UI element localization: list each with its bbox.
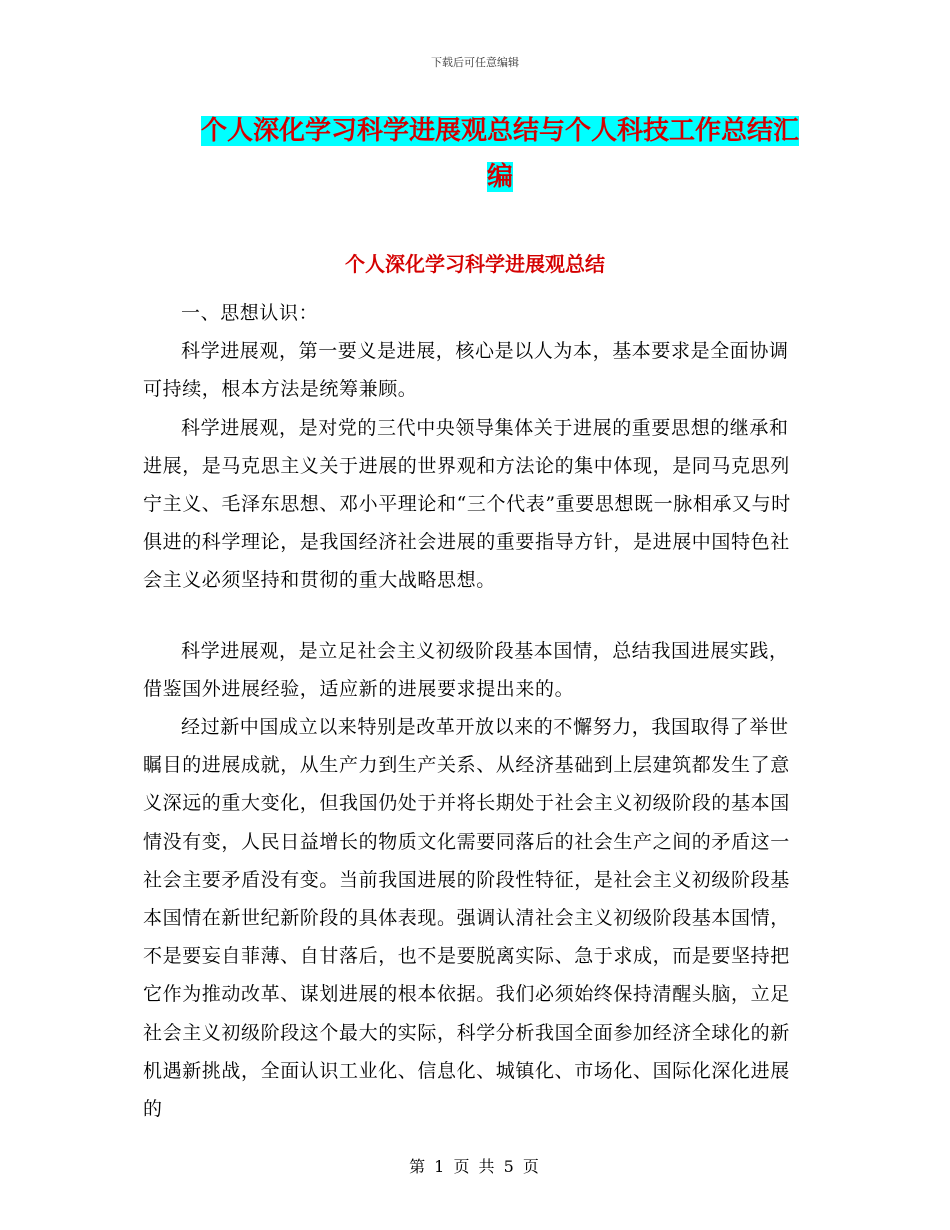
paragraph: 科学进展观，第一要义是进展，核心是以人为本，基本要求是全面协调可持续，根本方法是统筹兼顾。 [143, 340, 789, 401]
paragraph: 一、思想认识： [181, 302, 319, 324]
page-footer: 第 1 页 共 5 页 [409, 1157, 541, 1176]
paragraph: 科学进展观，是对党的三代中央领导集体关于进展的重要思想的继承和进展，是马克思主义关于进展的世界观和方法论的集中体现，是同马克思列宁主义、毛泽东思想、邓小平理论和“三个代表”重要思想既一脉相承又与时俱进的科学理论，是我国经济社会进展的重要指导方针，是进展中国特色社会主义必须坚持和贯彻的重大战略思想。 [143, 416, 791, 592]
title-line-2: 编 [486, 162, 513, 192]
header-note: 下载后可任意编辑 [431, 56, 519, 69]
title-line-1: 个人深化学习科学进展观总结与个人科技工作总结汇 [200, 116, 799, 146]
paragraph: 经过新中国成立以来特别是改革开放以来的不懈努力，我国取得了举世瞩目的进展成就，从生产力到生产关系、从经济基础到上层建筑都发生了意义深远的重大变化，但我国仍处于并将长期处于社会主义初级阶段的基本国情没有变，人民日益增长的物质文化需要同落后的社会生产之间的矛盾这一社会主要矛盾没有变。当前我国进展的阶段性特征，是社会主义初级阶段基本国情在新世纪新阶段的具体表现。强调认清社会主义初级阶段基本国情，不是要妄自菲薄、自甘落后，也不是要脱离实际、急于求成，而是要坚持把它作为推动改革、谋划进展的根本依据。我们必须始终保持清醒头脑，立足社会主义初级阶段这个最大的实际，科学分析我国全面参加经济全球化的新机遇新挑战，全面认识工业化、信息化、城镇化、市场化、国际化深化进展的 [143, 716, 790, 1121]
paragraph: 科学进展观，是立足社会主义初级阶段基本国情，总结我国进展实践，借鉴国外进展经验，适应新的进展要求提出来的。 [143, 639, 789, 700]
document-body [143, 294, 808, 1128]
section-title: 个人深化学习科学进展观总结 [345, 252, 605, 276]
document-title [150, 108, 850, 200]
